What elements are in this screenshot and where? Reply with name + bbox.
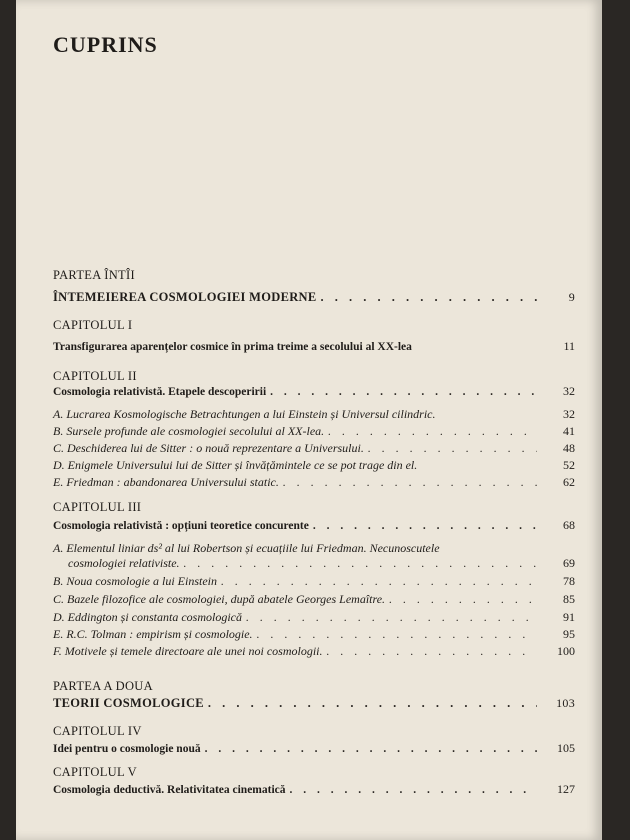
chapter-title-entry: Cosmologia relativistă : opțiuni teoretice concurente . . . 68 (53, 518, 575, 533)
section-entry: B. Sursele profunde ale cosmologiei secolului al XX-lea. . . . 41 (53, 424, 575, 438)
part-label: PARTEA A DOUA (53, 679, 153, 693)
page-number: 85 (563, 592, 575, 606)
part-title-entry: ÎNTEMEIEREA COSMOLOGIEI MODERNE . . . 9 (53, 290, 575, 304)
page-number: 32 (563, 407, 575, 421)
section-entry: E. R.C. Tolman : empirism și cosmologie. . . . 95 (53, 627, 575, 641)
page-number: 91 (563, 610, 575, 624)
part-title-entry: TEORII COSMOLOGICE . . . 103 (53, 696, 575, 710)
book-page (16, 0, 602, 840)
chapter-label: CAPITOLUL II (53, 369, 137, 383)
section-entry-continuation: cosmologiei relativiste. . . . 69 (68, 556, 575, 570)
section-entry: B. Noua cosmologie a lui Einstein . . . 78 (53, 574, 575, 588)
chapter-title-entry: Cosmologia relativistă. Etapele descoperirii . . . 32 (53, 384, 575, 399)
page-number: 95 (563, 627, 575, 641)
page-number: 52 (563, 458, 575, 472)
page-title: CUPRINS (53, 32, 158, 57)
page-number: 78 (563, 574, 575, 588)
bleed-through-text (296, 40, 586, 270)
page-number: 32 (563, 384, 575, 398)
page-number: 69 (563, 556, 575, 570)
page-number: 68 (563, 518, 575, 532)
section-entry: F. Motivele și temele directoare ale unei noi cosmologii. . . . 100 (53, 644, 575, 658)
page-number: 48 (563, 441, 575, 455)
page-number: 41 (563, 424, 575, 438)
chapter-title-entry: Transfigurarea aparențelor cosmice în prima treime a secolului al XX-lea 11 (53, 339, 575, 353)
page-number: 103 (556, 696, 575, 710)
chapter-label: CAPITOLUL III (53, 500, 142, 514)
section-entry: E. Friedman : abandonarea Universului static. . . . 62 (53, 475, 575, 489)
part-label: PARTEA ÎNTÎI (53, 268, 135, 282)
section-entry: A. Lucrarea Kosmologische Betrachtungen a lui Einstein și Universul cilindric. 32 (53, 407, 575, 421)
section-entry: D. Eddington și constanta cosmologică . . . 91 (53, 610, 575, 624)
chapter-title-entry: Cosmologia deductivă. Relativitatea cinematică . . . 127 (53, 782, 575, 797)
chapter-label: CAPITOLUL IV (53, 724, 142, 738)
chapter-label: CAPITOLUL I (53, 318, 133, 332)
page-number: 105 (557, 741, 575, 755)
section-entry: C. Deschiderea lui de Sitter : o nouă reprezentare a Universului. . . . 48 (53, 441, 575, 455)
section-entry: C. Bazele filozofice ale cosmologiei, după abatele Georges Lemaître. . . . 85 (53, 592, 575, 606)
chapter-label: CAPITOLUL V (53, 765, 137, 779)
section-entry: A. Elementul liniar ds² al lui Robertson și ecuațiile lui Friedman. Necunoscutele (53, 541, 440, 555)
page-number: 11 (563, 339, 575, 353)
chapter-title-entry: Idei pentru o cosmologie nouă . . . 105 (53, 741, 575, 756)
page-number: 127 (557, 782, 575, 796)
page-number: 9 (568, 290, 575, 304)
page-number: 62 (563, 475, 575, 489)
section-entry: D. Enigmele Universului lui de Sitter și învățămintele ce se pot trage din el. 52 (53, 458, 575, 472)
page-number: 100 (557, 644, 575, 658)
